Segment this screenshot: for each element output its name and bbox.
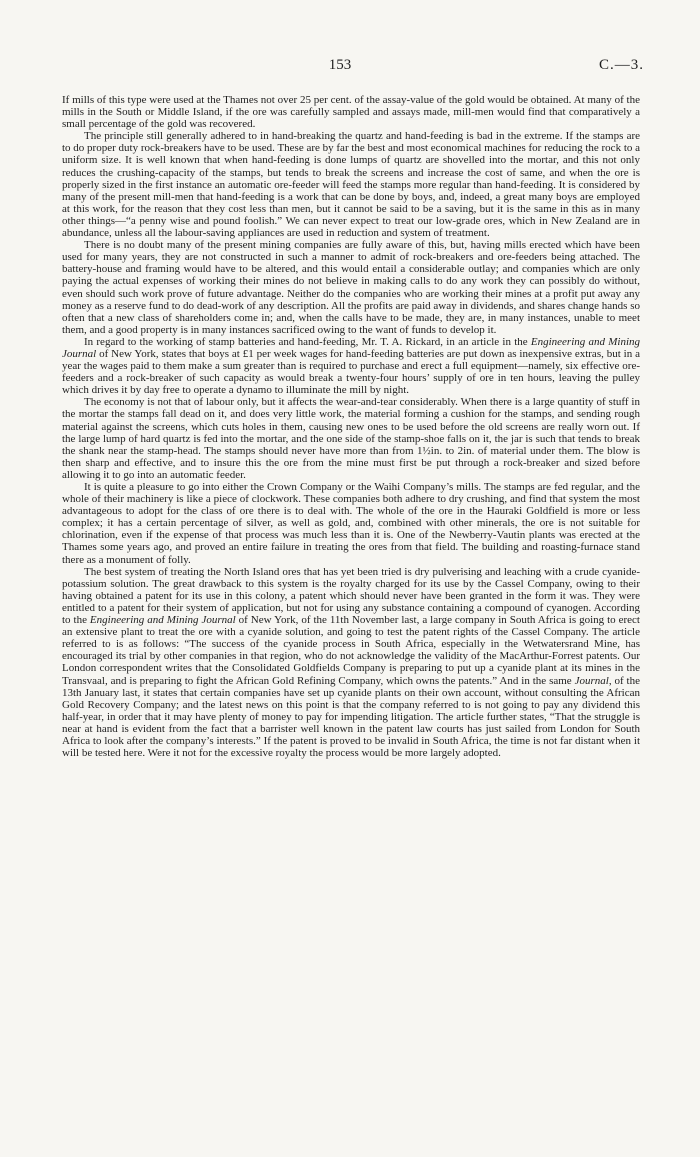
page-number: 153 — [328, 57, 352, 73]
journal-title: Engineering and Mining Journal — [62, 335, 640, 360]
paragraph-7-text-a: The best system of treating the North Island ores that has yet been tried is dry pulverising and leaching with a crude cyanide-potassium solution. The great drawback to this system is the royalty charged for its use by the Cassel Company, owing to their having obtained a patent for its use in this colony, a patent which should never have been granted in the form it was. They were entitled to a patent for their system of application, but not for using any substance containing a compound of cyanogen. According to the — [62, 565, 640, 627]
journal-title: Engineering and Mining Journal — [89, 614, 236, 627]
paragraph-1: If mills of this type were used at the Thames not over 25 per cent. of the assay-value of the gold would be obtained. At many of the mills in the South or Middle Island, if the ore was carefully sampled and assays made, mill-men would find that comparatively a small percentage of the gold was recovered. — [62, 94, 640, 131]
paragraph-2: The principle still generally adhered to in hand-breaking the quartz and hand-feeding is bad in the extreme. If the stamps are to do proper duty rock-breakers have to be used. These are by far the best and most economical machines for reducing the rock to a uniform size. It is well known that when hand-feeding is done lumps of quartz are shovelled into the mortar, and this not only reduces the crushing-capacity of the stamps, but tends to break the screens and increase the cost of same, and when the ore is properly sized in the first instance an automatic ore-feeder will feed the stamps more regular than hand-feeding. It is considered by many of the present mill-men that hand-feeding is a work that can be done by boys, and, indeed, a great many boys are employed at this work, for the reason that they cost less than men, but it cannot be said to be a saving, but it is the same in this as in many other things—“a penny wise and pound foolish.” We can never expect to treat our low-grade ores, which in New Zealand are in abundance, unless all the labour-saving appliances are used in reduction and system of treatment. — [62, 130, 641, 240]
paragraph-7-text-b: of New York, of the 11th November last, a large company in South Africa is going to erect an extensive plant to treat the ore with a cyanide solution, and going to test the patent rights of the Cassel Company. The article referred to is as follows: “The success of the cyanide process in South Africa, especially in the Wetwatersrand Mine, has encouraged its trial by other companies in that region, who do not acknowledge the validity of the MacArthur-Forrest patents. Our London correspondent writes that the Consolidated Goldfields Company is preparing to put up a cyanide plant at its mines in the Transvaal, and is preparing to fight the African Gold Refining Company, which owns the patents.” And in the same — [62, 614, 640, 687]
paragraph-4-text-b: of New York, states that boys at £1 per week wages for hand-feeding batteries are put down as inexpensive extras, but in a year the wages paid to them make a sum greater than is required to purchase and erect a full equipment—namely, six effective ore-feeders and a rock-breaker of such capacity as would break a twenty-four hours’ supply of ore in ten hours, leaving the pulley which drives it by day free to operate a dynamo to illuminate the mill by night. — [62, 347, 640, 397]
paragraph-7 — [62, 566, 640, 760]
paragraph-5: The economy is not that of labour only, but it affects the wear-and-tear considerably. When there is a large quantity of stuff in the mortar the stamps fall dead on it, and does very little work, the material forming a cushion for the stamps, and sending rough material against the screens, which cuts holes in them, causing new ones to be used before the old screens are really worn out. If the large lump of hard quartz is fed into the mortar, and the one side of the stamp-shoe falls on it, the jar is such that tends to break the shank near the stamp-head. The stamps should never have more than from 1½in. to 2in. of material under them. The blow is then sharp and effective, and to insure this the ore from the mine must first be put through a rock-breaker and sized before allowing it to go into an automatic feeder. — [62, 396, 640, 481]
body-text — [62, 94, 640, 759]
paragraph-4-text-a: In regard to the working of stamp batteries and hand-feeding, Mr. T. A. Rickard, in an article in the — [84, 335, 531, 348]
paragraph-3: There is no doubt many of the present mining companies are fully aware of this, but, having mills erected which have been used for many years, they are not constructed in such a manner to admit of rock-breakers and ore-feeders being attached. The battery-house and framing would have to be altered, and this would entail a considerable outlay; and companies which are only paying the actual expenses of working their mines do not believe in making calls to do any work they can possibly do without, even should such work prove of future advantage. Neither do the companies who are working their mines at a profit put away any money as a reserve fund to do dead-work of any description. All the profits are paid away in dividends, and shares change hands so often that a new class of shareholders come in; and, when the calls have to be made, they are, in many instances, unable to meet them, and a good property is in many instances sacrificed owing to the want of funds to develop it. — [62, 239, 640, 336]
paragraph-6: It is quite a pleasure to go into either the Crown Company or the Waihi Company’s mills. The stamps are fed regular, and the whole of their machinery is like a piece of clockwork. These companies both adhere to dry crushing, and find that system the most advantageous to adopt for the class of ore there is to deal with. The whole of the ore in the Hauraki Goldfield is more or less complex; it has a certain percentage of silver, as well as gold, and, combined with other minerals, the ore is not suitable for chlorination, even if the expense of that process was much less than it is. One of the Newberry-Vautin plants was erected at the Thames some years ago, and proved an entire failure in treating the ores from that field. The building and roasting-furnace stand there as a monument of folly. — [62, 481, 640, 566]
page-header — [0, 57, 700, 79]
paragraph-7-text-c: , of the 13th January last, it states that certain companies have set up cyanide plants on their own account, without consulting the African Gold Recovery Company; and the latest news on this point is that the company referred to is not going to pay any dividend this half-year, in order that it may have plenty of money to pay for impending litigation. The article further states, “That the struggle is near at hand is evident from the fact that a barrister well known in the patent law courts has just sailed from London for South Africa to look after the company’s interests.” If the patent is proved to be invalid in South Africa, the time is not far distant when it will be tested here. Were it not for the excessive royalty the process would be more largely adopted. — [62, 674, 640, 760]
document-code: C.—3. — [598, 57, 644, 73]
journal-title-short: Journal — [574, 674, 609, 687]
paragraph-4 — [62, 336, 640, 396]
